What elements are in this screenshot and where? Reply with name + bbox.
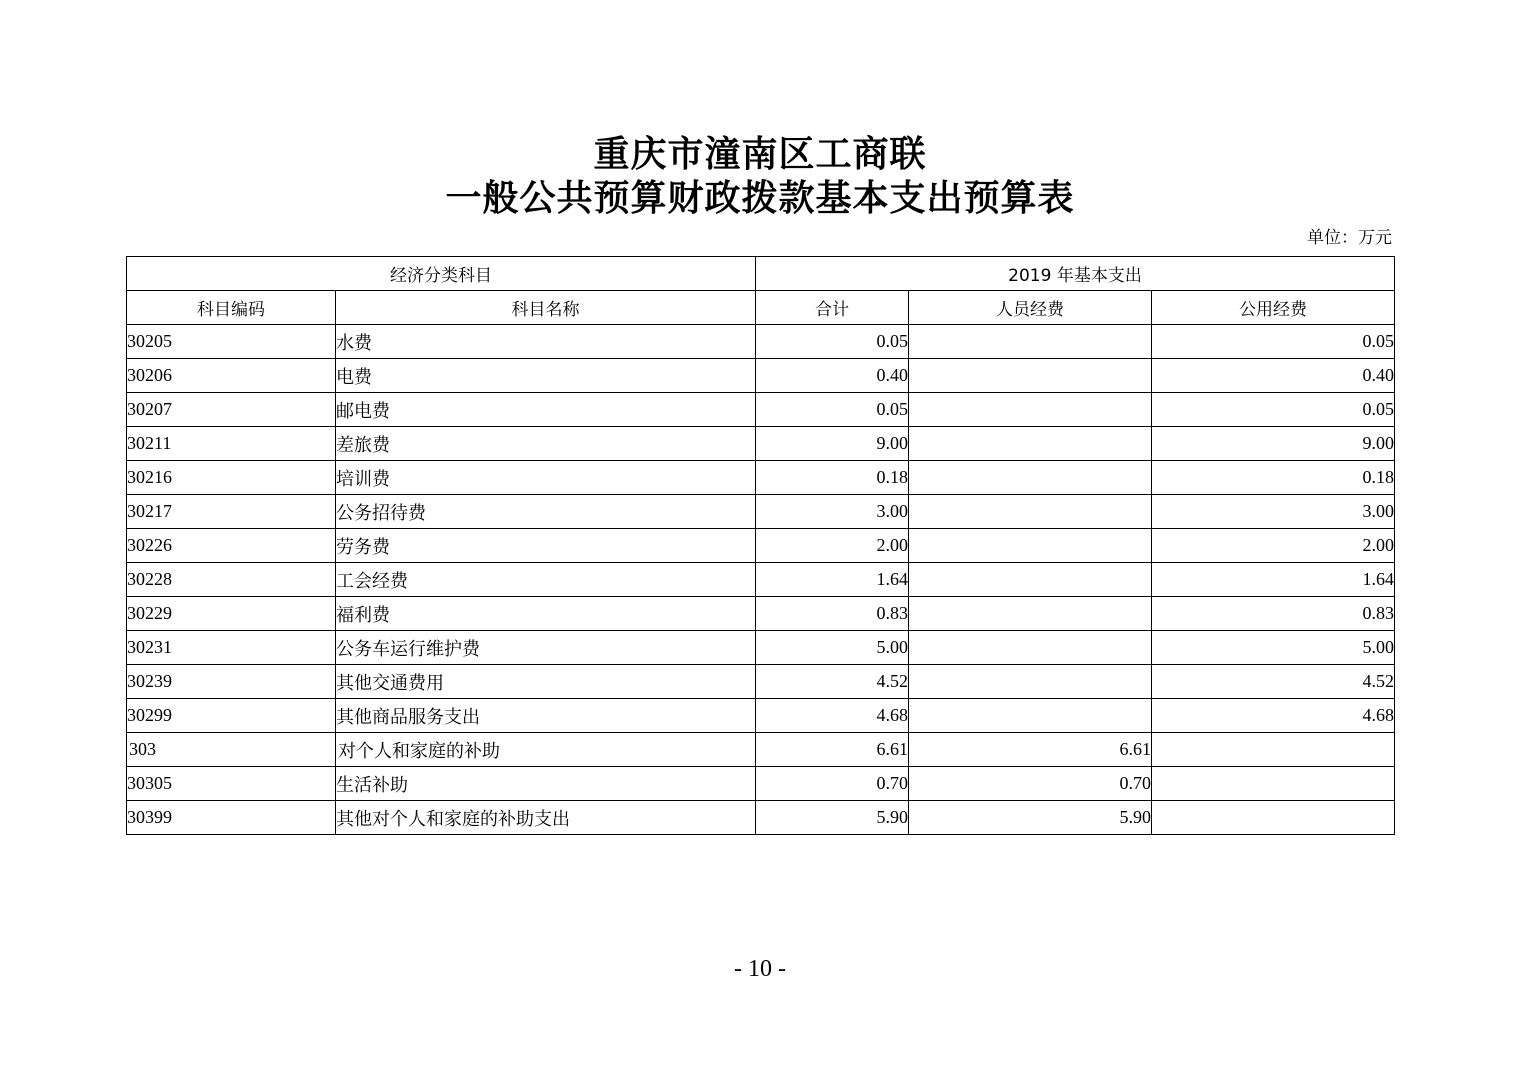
header-group-row [127, 257, 1395, 291]
page-number: - 10 - [734, 956, 786, 982]
cell-total: 0.18 [756, 461, 909, 495]
cell-code: 30217 [127, 495, 336, 529]
table-row [127, 767, 1395, 801]
cell-code: 303 [127, 733, 336, 767]
cell-personnel [909, 665, 1152, 699]
header-personnel: 人员经费 [909, 291, 1152, 325]
cell-personnel [909, 631, 1152, 665]
cell-name: 公务车运行维护费 [336, 631, 756, 665]
cell-code: 30216 [127, 461, 336, 495]
cell-name: 公务招待费 [336, 495, 756, 529]
cell-total: 0.40 [756, 359, 909, 393]
cell-name: 培训费 [336, 461, 756, 495]
table-row [127, 325, 1395, 359]
cell-code: 30206 [127, 359, 336, 393]
table-row [127, 665, 1395, 699]
unit-label: 单位：万元 [1307, 228, 1392, 248]
cell-total: 1.64 [756, 563, 909, 597]
table-body [127, 325, 1395, 835]
header-basic-expenditure-2019: 2019 年基本支出 [756, 257, 1395, 291]
table-row [127, 495, 1395, 529]
header-name: 科目名称 [336, 291, 756, 325]
cell-public: 2.00 [1152, 529, 1395, 563]
cell-name: 差旅费 [336, 427, 756, 461]
cell-personnel: 6.61 [909, 733, 1152, 767]
cell-code: 30399 [127, 801, 336, 835]
cell-name: 电费 [336, 359, 756, 393]
table-row [127, 631, 1395, 665]
header-code: 科目编码 [127, 291, 336, 325]
cell-name: 其他商品服务支出 [336, 699, 756, 733]
cell-personnel [909, 495, 1152, 529]
header-public: 公用经费 [1152, 291, 1395, 325]
cell-total: 5.90 [756, 801, 909, 835]
cell-name: 工会经费 [336, 563, 756, 597]
cell-public: 4.68 [1152, 699, 1395, 733]
cell-personnel [909, 461, 1152, 495]
table-row [127, 563, 1395, 597]
cell-personnel [909, 427, 1152, 461]
cell-name: 福利费 [336, 597, 756, 631]
cell-code: 30229 [127, 597, 336, 631]
cell-code: 30228 [127, 563, 336, 597]
cell-public: 5.00 [1152, 631, 1395, 665]
cell-public: 0.05 [1152, 325, 1395, 359]
cell-total: 0.70 [756, 767, 909, 801]
cell-public: 0.83 [1152, 597, 1395, 631]
table-row [127, 597, 1395, 631]
cell-public [1152, 801, 1395, 835]
cell-personnel [909, 563, 1152, 597]
cell-name: 其他对个人和家庭的补助支出 [336, 801, 756, 835]
page-title-line1: 重庆市潼南区工商联 [593, 133, 927, 175]
cell-personnel [909, 393, 1152, 427]
table-row [127, 733, 1395, 767]
cell-public [1152, 767, 1395, 801]
table-row [127, 393, 1395, 427]
header-economic-category: 经济分类科目 [127, 257, 756, 291]
cell-name: 邮电费 [336, 393, 756, 427]
table-row [127, 529, 1395, 563]
cell-public: 0.05 [1152, 393, 1395, 427]
cell-total: 0.05 [756, 325, 909, 359]
cell-personnel: 5.90 [909, 801, 1152, 835]
table-row [127, 427, 1395, 461]
cell-total: 6.61 [756, 733, 909, 767]
cell-personnel [909, 597, 1152, 631]
cell-name: 水费 [336, 325, 756, 359]
cell-public: 4.52 [1152, 665, 1395, 699]
cell-total: 3.00 [756, 495, 909, 529]
cell-name: 生活补助 [336, 767, 756, 801]
cell-code: 30207 [127, 393, 336, 427]
table-row [127, 699, 1395, 733]
table-row [127, 359, 1395, 393]
cell-code: 30305 [127, 767, 336, 801]
cell-name: 其他交通费用 [336, 665, 756, 699]
cell-public: 9.00 [1152, 427, 1395, 461]
cell-personnel [909, 325, 1152, 359]
cell-total: 0.83 [756, 597, 909, 631]
cell-public: 0.40 [1152, 359, 1395, 393]
cell-name: 对个人和家庭的补助 [336, 733, 756, 767]
header-total: 合计 [756, 291, 909, 325]
cell-public: 3.00 [1152, 495, 1395, 529]
cell-code: 30205 [127, 325, 336, 359]
cell-total: 9.00 [756, 427, 909, 461]
cell-personnel [909, 529, 1152, 563]
page-title-line2: 一般公共预算财政拨款基本支出预算表 [445, 177, 1075, 219]
cell-personnel: 0.70 [909, 767, 1152, 801]
cell-public: 0.18 [1152, 461, 1395, 495]
cell-public [1152, 733, 1395, 767]
table-row [127, 801, 1395, 835]
budget-table [126, 256, 1395, 835]
cell-code: 30299 [127, 699, 336, 733]
cell-code: 30211 [127, 427, 336, 461]
cell-code: 30226 [127, 529, 336, 563]
table-row [127, 461, 1395, 495]
cell-name: 劳务费 [336, 529, 756, 563]
cell-personnel [909, 359, 1152, 393]
cell-public: 1.64 [1152, 563, 1395, 597]
cell-code: 30239 [127, 665, 336, 699]
cell-total: 4.68 [756, 699, 909, 733]
cell-total: 5.00 [756, 631, 909, 665]
cell-total: 2.00 [756, 529, 909, 563]
header-column-row [127, 291, 1395, 325]
cell-code: 30231 [127, 631, 336, 665]
cell-personnel [909, 699, 1152, 733]
cell-total: 0.05 [756, 393, 909, 427]
cell-total: 4.52 [756, 665, 909, 699]
